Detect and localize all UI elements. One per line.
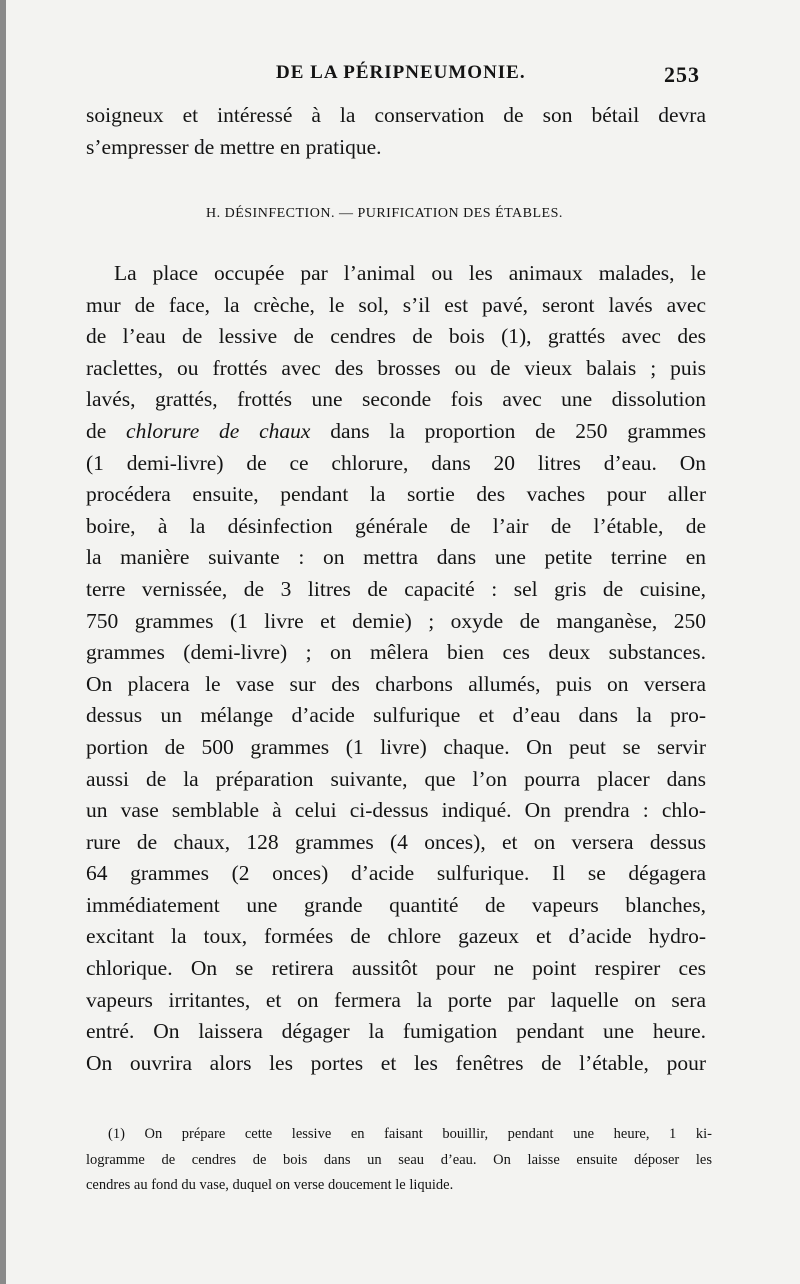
text-line: rure de chaux, 128 grammes (4 onces), et on versera dessus: [86, 829, 706, 854]
text-line: entré. On laissera dégager la fumigation pendant une heure.: [86, 1019, 706, 1044]
text-line: La place occupée par l’animal ou les animaux malades, le: [114, 261, 706, 285]
text-line: de l’eau de lessive de cendres de bois (1), grattés avec des: [86, 324, 706, 349]
text-line: lavés, grattés, frottés une seconde fois avec une dissolution: [86, 387, 706, 412]
text-line: mur de face, la crèche, le sol, s’il est pavé, seront lavés avec: [86, 292, 706, 317]
text-line: 750 grammes (1 livre et demie) ; oxyde de manganèse, 250: [86, 608, 706, 633]
text-line: vapeurs irritantes, et on fermera la porte par laquelle on sera: [86, 987, 706, 1012]
text-line: portion de 500 grammes (1 livre) chaque. On peut se servir: [86, 734, 706, 759]
text-line: On placera le vase sur des charbons allumés, puis on versera: [86, 671, 706, 696]
text-line: grammes (demi-livre) ; on mêlera bien ces deux substances.: [86, 640, 706, 665]
text-line: de chlorure de chaux dans la proportion de 250 grammes: [86, 418, 707, 443]
text-line: aussi de la préparation suivante, que l’on pourra placer dans: [86, 766, 706, 791]
text-line: terre vernissée, de 3 litres de capacité : sel gris de cuisine,: [86, 576, 706, 601]
running-title: DE LA PÉRIPNEUMONIE.: [276, 62, 526, 83]
text-line: soigneux et intéressé à la conservation de son bétail devra: [86, 103, 706, 127]
running-header: [86, 62, 700, 90]
text-line: 64 grammes (2 onces) d’acide sulfurique. Il se dégagera: [86, 861, 706, 886]
text-line: excitant la toux, formées de chlore gazeux et d’acide hydro-: [86, 924, 706, 949]
text-line: dessus un mélange d’acide sulfurique et d’eau dans la pro-: [86, 703, 706, 728]
body-paragraph: [86, 258, 706, 1079]
text-line: la manière suivante : on mettra dans une petite terrine en: [86, 545, 706, 570]
text-line: (1 demi-livre) de ce chlorure, dans 20 litres d’eau. On: [86, 450, 706, 475]
text-line: immédiatement une grande quantité de vapeurs blanches,: [86, 892, 706, 917]
text-line: chlorique. On se retirera aussitôt pour ne point respirer ces: [86, 956, 706, 981]
text-line: boire, à la désinfection générale de l’air de l’étable, de: [86, 513, 706, 538]
footnote-line: logramme de cendres de bois dans un seau d’eau. On laisse ensuite déposer les: [86, 1151, 712, 1168]
text-line: raclettes, ou frottés avec des brosses ou de vieux balais ; puis: [86, 355, 706, 380]
section-heading: H. DÉSINFECTION. — PURIFICATION DES ÉTABLES.: [206, 206, 563, 221]
text-line: un vase semblable à celui ci-dessus indiqué. On prendra : chlo-: [86, 798, 706, 823]
page-number: 253: [664, 62, 700, 87]
footnote-line: cendres au fond du vase, duquel on verse doucement le liquide.: [86, 1177, 454, 1193]
intro-paragraph: [86, 100, 706, 163]
text-line: On ouvrira alors les portes et les fenêtres de l’étable, pour: [86, 1050, 706, 1075]
text-line: procédera ensuite, pendant la sortie des vaches pour aller: [86, 482, 706, 507]
footnote: [86, 1122, 712, 1199]
footnote-line: (1) On prépare cette lessive en faisant bouillir, pendant une heure, 1 ki-: [108, 1126, 712, 1142]
text-line: s’empresser de mettre en pratique.: [86, 134, 382, 159]
